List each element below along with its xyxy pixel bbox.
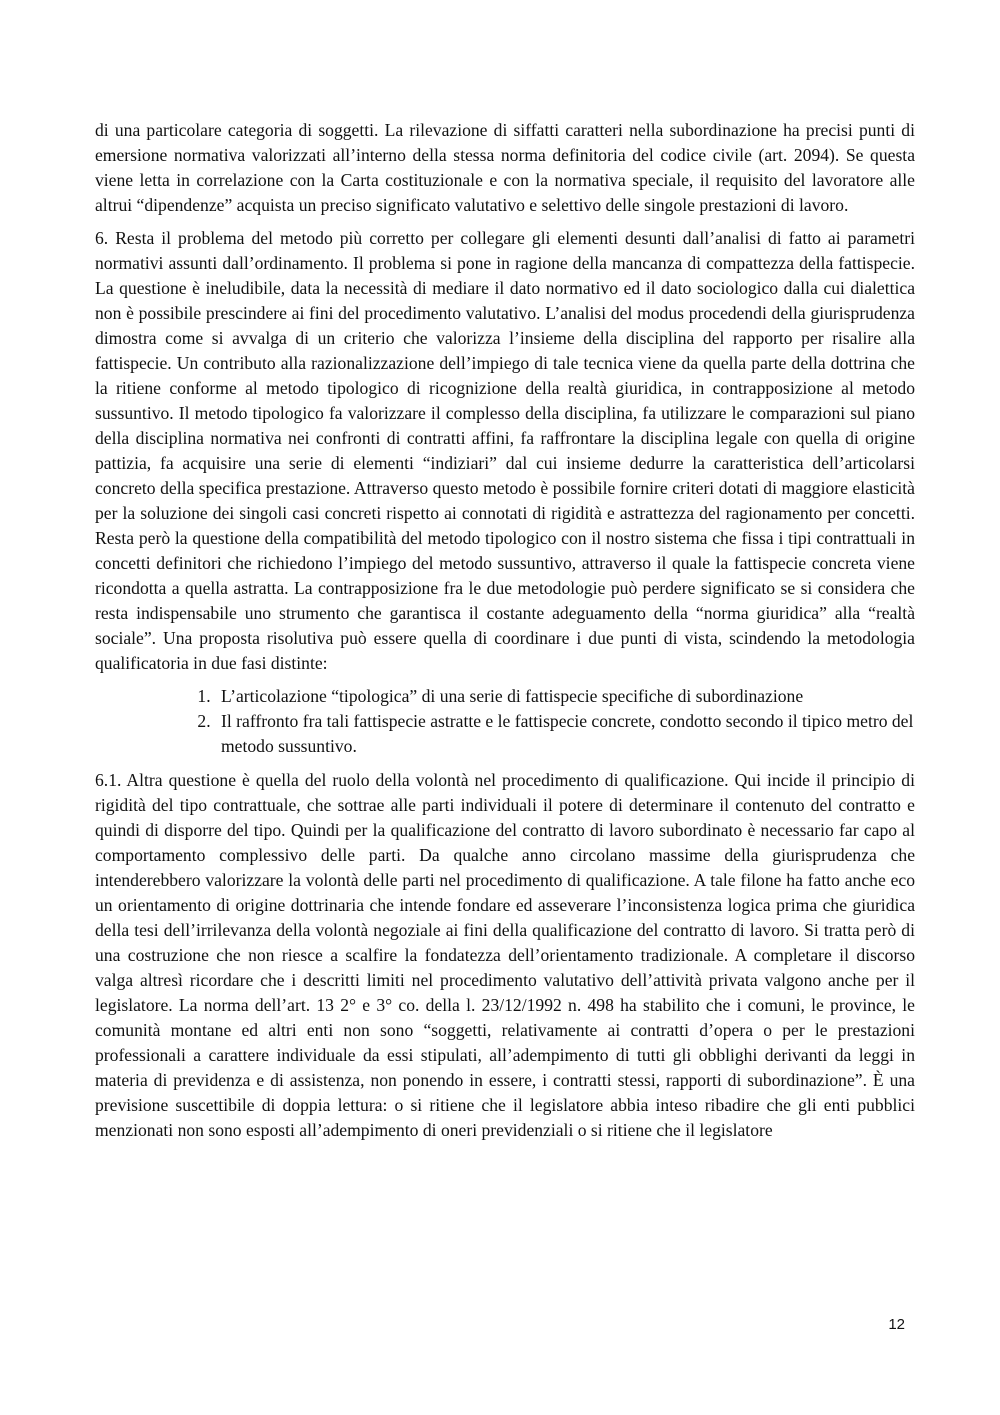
numbered-list xyxy=(95,684,915,759)
paragraph-intro: di una particolare categoria di soggetti. La rilevazione di siffatti caratteri nella subordinazione ha precisi punti di emersione normativa valorizzati all’interno della stessa norma definitoria del codice civile (art. 2094). Se questa viene letta in correlazione con la Carta costituzionale e con la normativa speciale, il requisito del lavoratore alle altrui “dipendenze” acquista un preciso significato valutativo e selettivo delle singole prestazioni di lavoro. xyxy=(95,120,915,215)
list-item: 2. Il raffronto fra tali fattispecie astratte e le fattispecie concrete, condotto secondo il tipico metro del metodo sussuntivo. xyxy=(215,709,915,759)
paragraph-section-6-1: 6.1. Altra questione è quella del ruolo della volontà nel procedimento di qualificazione. Qui incide il principio di rigidità del tipo contrattuale, che sottrae alle parti individuali il potere di determinare il contenuto del contratto e quindi di disporre del tipo. Quindi per la qualificazione del contratto di lavoro subordinato è necessario far capo al comportamento complessivo delle parti. Da qualche anno circolano massime della giurisprudenza che intenderebbero valorizzare la volontà delle parti nel procedimento di qualificazione. A tale filone ha fatto anche eco un orientamento di origine dottrinaria che intende fondare ed asseverare l’inconsistenza logica prima che giuridica della tesi dell’irrilevanza della volontà negoziale ai fini della qualificazione del contratto di lavoro. Si tratta però di una costruzione che non riesce a scalfire la fondatezza dell’orientamento tradizionale. A completare il discorso valga altresì ricordare che i descritti limiti nel procedimento valutativo dell’attività privata valgono anche per il legislatore. La norma dell’art. 13 2° e 3° co. della l. 23/12/1992 n. 498 ha stabilito che i comuni, le province, le comunità montane ed altri enti non sono “soggetti, relativamente ai contratti d’opera o per le prestazioni professionali a carattere individuale da essi stipulati, all’adempimento di tutti gli obblighi derivanti da leggi in materia di previdenza e di assistenza, non ponendo in essere, i contratti stessi, rapporti di subordinazione”. È una previsione suscettibile di doppia lettura: o si ritiene che il legislatore abbia inteso ribadire che gli enti pubblici menzionati non sono esposti all’adempimento di oneri previdenziali o si ritiene che il legislatore xyxy=(95,770,915,1140)
document-page xyxy=(95,118,915,1151)
paragraph-section-6: 6. Resta il problema del metodo più corretto per collegare gli elementi desunti dall’analisi di fatto ai parametri normativi assunti dall’ordinamento. Il problema si pone in ragione della mancanza di compattezza della fattispecie. La questione è ineludibile, data la necessità di mediare il dato normativo ed il dato sociologico dalla cui dialettica non è possibile prescindere ai fini del procedimento valutativo. L’analisi del modus procedendi della giurisprudenza dimostra come si avvalga di un criterio che valorizza l’insieme della disciplina del rapporto per risalire alla fattispecie. Un contributo alla razionalizzazione dell’impiego di tale tecnica viene da quella parte della dottrina che la ritiene conforme al metodo tipologico di ricognizione della realtà giuridica, in contrapposizione al metodo sussuntivo. Il metodo tipologico fa valorizzare il complesso della disciplina, fa utilizzare le comparazioni sul piano della disciplina normativa nei confronti di contratti affini, fa raffrontare la disciplina legale con quella di origine pattizia, fa acquisire una serie di elementi “indiziari” dal cui insieme dedurre la caratteristica dell’articolarsi concreto della specifica prestazione. Attraverso questo metodo è possibile fornire criteri dotati di maggiore elasticità per la soluzione dei singoli casi concreti rispetto ai connotati di rigidità e astrattezza del ragionamento per concetti. Resta però la questione della compatibilità del metodo tipologico con il nostro sistema che fissa i tipi contrattuali in concetti definitori che richiedono l’impiego del metodo sussuntivo, attraverso il quale la fattispecie concreta viene ricondotta a quella astratta. La contrapposizione fra le due metodologie può perdere significato se si considera che resta indispensabile uno strumento che garantisca il costante adeguamento della “norma giuridica” alla “realtà sociale”. Una proposta risolutiva può essere quella di coordinare i due punti di vista, scindendo la metodologia qualificatoria in due fasi distinte: xyxy=(95,228,915,673)
list-item: 1. L’articolazione “tipologica” di una serie di fattispecie specifiche di subordinazione xyxy=(215,684,915,709)
page-number: 12 xyxy=(888,1316,905,1333)
